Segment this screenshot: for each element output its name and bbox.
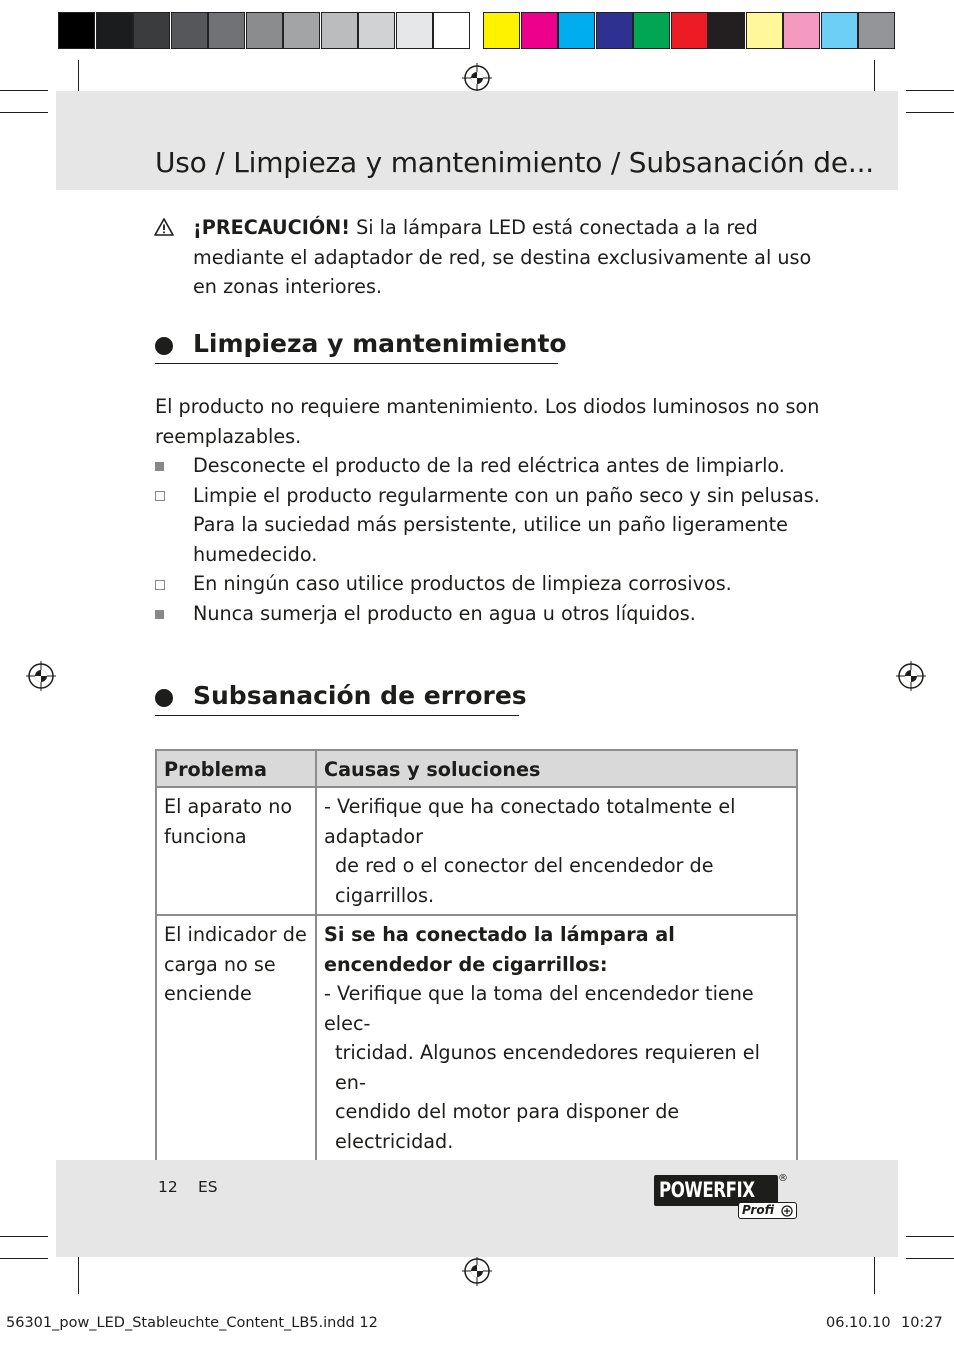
color-swatch	[746, 12, 783, 49]
color-swatch	[671, 12, 708, 49]
empty-square-bullet-icon	[155, 580, 165, 590]
section-title-troubleshooting: Subsanación de errores	[193, 681, 527, 710]
filled-square-bullet-icon	[155, 462, 164, 471]
gray-swatch	[171, 12, 208, 49]
file-info: 56301_pow_LED_Stableuchte_Content_LB5.indd 12	[6, 1315, 378, 1331]
section-bullet-icon	[155, 689, 173, 707]
crop-mark	[906, 1258, 954, 1259]
color-swatch	[483, 12, 520, 49]
gray-swatch	[58, 12, 95, 49]
print-date: 06.10.10	[826, 1315, 891, 1331]
crop-mark	[0, 1258, 48, 1259]
crop-mark	[906, 112, 954, 113]
cleaning-intro: El producto no requiere mantenimiento. Los diodos luminosos no son reemplazables.	[155, 395, 820, 448]
color-swatch	[708, 12, 745, 49]
table-header-row	[156, 750, 797, 787]
crop-mark	[874, 1252, 875, 1294]
empty-square-bullet-icon	[155, 491, 165, 501]
color-swatch	[633, 12, 670, 49]
plus-circle-icon	[781, 1205, 793, 1217]
section-title-cleaning: Limpieza y mantenimiento	[193, 329, 567, 358]
registration-mark-icon	[26, 661, 56, 691]
page-number: 12	[158, 1178, 178, 1196]
color-swatch	[821, 12, 858, 49]
troubleshooting-table	[155, 749, 798, 1192]
table-row	[156, 915, 797, 1191]
caution-text: Si la lámpara LED está conectada a la red	[349, 216, 758, 239]
problem-cell: El indicador de carga no se enciende	[156, 915, 316, 1191]
crop-mark	[78, 1252, 79, 1294]
cause-heading: Si se ha conectado la lámpara al	[324, 923, 675, 946]
language-code: ES	[198, 1178, 218, 1196]
registration-mark-icon	[462, 63, 492, 93]
column-header-causes: Causas y soluciones	[316, 750, 797, 787]
section-underline	[155, 715, 519, 716]
powerfix-logo	[654, 1175, 798, 1220]
gray-swatch	[208, 12, 245, 49]
crop-mark	[906, 90, 954, 91]
registration-mark-icon	[462, 1256, 492, 1286]
color-swatch	[783, 12, 820, 49]
gray-swatch	[133, 12, 170, 49]
color-swatch	[858, 12, 895, 49]
problem-cell: El aparato no funciona	[156, 787, 316, 915]
registration-mark-icon	[896, 661, 926, 691]
list-item: En ningún caso utilice productos de limpieza corrosivos.	[193, 572, 732, 595]
gray-swatch	[358, 12, 395, 49]
color-swatch	[596, 12, 633, 49]
causes-cell: Si se ha conectado la lámpara al encendedor de cigarrillos: - Verifique que la toma del encendedor tiene elec- tricidad. Algunos encendedores requieren el en- cendido del motor para disponer de electricidad.	[316, 915, 797, 1191]
table-row	[156, 787, 797, 915]
gray-swatch	[246, 12, 283, 49]
color-swatch	[558, 12, 595, 49]
section-bullet-icon	[155, 337, 173, 355]
crop-mark	[0, 1236, 48, 1237]
cause-heading: encendedor de cigarrillos:	[324, 952, 608, 976]
logo-main-text: POWERFIX	[659, 1178, 755, 1202]
crop-mark	[0, 90, 48, 91]
filled-square-bullet-icon	[155, 610, 164, 619]
list-item: Limpie el producto regularmente con un paño seco y sin pelusas. Para la suciedad más persistente, utilice un paño ligeramente humedecido.	[193, 483, 820, 566]
gray-swatch	[396, 12, 433, 49]
caution-label: ¡PRECAUCIÓN!	[193, 216, 350, 239]
warning-triangle-icon	[154, 218, 174, 236]
list-item: Nunca sumerja el producto en agua u otros líquidos.	[193, 601, 696, 625]
causes-cell: - Verifique que ha conectado totalmente el adaptador de red o el conector del encendedor de cigarrillos.	[316, 787, 797, 915]
gray-swatch	[321, 12, 358, 49]
crop-mark	[0, 112, 48, 113]
color-swatch	[521, 12, 558, 49]
page-title: Uso / Limpieza y mantenimiento / Subsanación de...	[155, 146, 874, 179]
crop-mark	[906, 1236, 954, 1237]
print-time: 10:27	[901, 1315, 943, 1331]
list-item: Desconecte el producto de la red eléctrica antes de limpiarlo.	[193, 454, 785, 477]
logo-sub-text: Profi	[742, 1203, 775, 1217]
section-underline	[155, 363, 558, 364]
logo-registered: ®	[778, 1173, 788, 1184]
caution-paragraph	[193, 213, 811, 302]
column-header-problem: Problema	[156, 750, 316, 787]
gray-swatch	[433, 12, 470, 49]
caution-text: en zonas interiores.	[193, 275, 383, 298]
caution-text: mediante el adaptador de red, se destina exclusivamente al uso	[193, 245, 812, 269]
gray-swatch	[96, 12, 133, 49]
gray-swatch	[283, 12, 320, 49]
